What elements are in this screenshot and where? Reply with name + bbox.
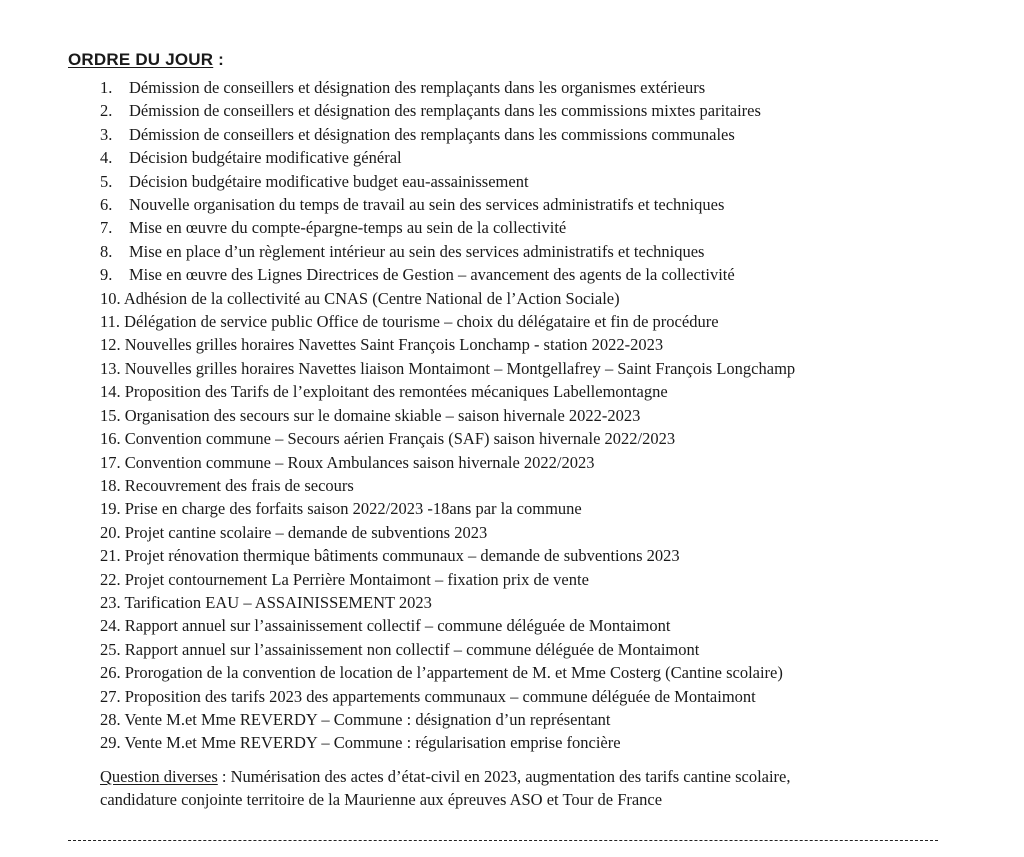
agenda-item-text: Démission de conseillers et désignation des remplaçants dans les commissions mixtes paritaires bbox=[129, 101, 761, 121]
agenda-item-number: 12. bbox=[100, 335, 121, 355]
agenda-item-text: Adhésion de la collectivité au CNAS (Centre National de l’Action Sociale) bbox=[123, 288, 620, 308]
questions-diverses bbox=[100, 765, 791, 812]
agenda-item-number: 10. bbox=[100, 288, 121, 308]
agenda-item bbox=[100, 310, 795, 333]
agenda-item bbox=[100, 685, 795, 708]
agenda-item bbox=[100, 170, 795, 193]
dashed-separator bbox=[68, 840, 938, 841]
agenda-item-number: 26. bbox=[100, 663, 121, 683]
questions-line-2: candidature conjointe territoire de la Maurienne aux épreuves ASO et Tour de France bbox=[100, 790, 663, 810]
questions-line-1 bbox=[100, 765, 791, 788]
agenda-item-text: Convention commune – Secours aérien Français (SAF) saison hivernale 2022/2023 bbox=[124, 429, 676, 449]
agenda-list bbox=[100, 76, 795, 755]
agenda-item-number: 3. bbox=[100, 124, 113, 144]
agenda-item bbox=[100, 591, 795, 614]
agenda-item-number: 9. bbox=[100, 265, 113, 285]
agenda-item-text: Nouvelle organisation du temps de travail au sein des services administratifs et techniques bbox=[129, 195, 725, 215]
agenda-item-text: Démission de conseillers et désignation des remplaçants dans les organismes extérieurs bbox=[129, 78, 706, 97]
agenda-item bbox=[100, 497, 795, 520]
agenda-item bbox=[100, 427, 795, 450]
agenda-item bbox=[100, 357, 795, 380]
agenda-item-number: 1. bbox=[100, 78, 113, 97]
agenda-item-text: Convention commune – Roux Ambulances saison hivernale 2022/2023 bbox=[124, 452, 595, 472]
agenda-item-number: 11. bbox=[100, 312, 121, 332]
agenda-heading-title: ORDRE DU JOUR bbox=[68, 50, 214, 69]
agenda-item-text: Tarification EAU – ASSAINISSEMENT 2023 bbox=[124, 592, 432, 612]
agenda-item bbox=[100, 380, 795, 403]
agenda-item-text: Rapport annuel sur l’assainissement non collectif – commune déléguée de Montaimont bbox=[124, 639, 700, 659]
agenda-item bbox=[100, 521, 795, 544]
agenda-item bbox=[100, 544, 795, 567]
agenda-item-text: Recouvrement des frais de secours bbox=[124, 475, 354, 495]
agenda-item-text: Prise en charge des forfaits saison 2022/2023 -18ans par la commune bbox=[124, 499, 582, 519]
agenda-item bbox=[100, 287, 795, 310]
agenda-item-number: 16. bbox=[100, 429, 121, 449]
agenda-item-text: Mise en place d’un règlement intérieur au sein des services administratifs et techniques bbox=[129, 241, 705, 261]
agenda-item-number: 13. bbox=[100, 358, 121, 378]
agenda-item bbox=[100, 123, 795, 146]
agenda-item-number: 21. bbox=[100, 546, 121, 566]
agenda-item-text: Nouvelles grilles horaires Navettes Saint François Lonchamp - station 2022-2023 bbox=[124, 335, 664, 355]
agenda-item-number: 15. bbox=[100, 405, 121, 425]
agenda-item-number: 7. bbox=[100, 218, 113, 238]
agenda-heading-colon: : bbox=[213, 50, 225, 69]
agenda-item-number: 17. bbox=[100, 452, 121, 472]
agenda-item-number: 5. bbox=[100, 171, 113, 191]
agenda-item-text: Vente M.et Mme REVERDY – Commune : désignation d’un représentant bbox=[124, 709, 611, 729]
agenda-item bbox=[100, 708, 795, 731]
agenda-item-number: 14. bbox=[100, 382, 121, 402]
agenda-item bbox=[100, 146, 795, 169]
agenda-item-number: 24. bbox=[100, 616, 121, 636]
agenda-item-number: 6. bbox=[100, 195, 113, 215]
agenda-item-text: Projet contournement La Perrière Montaimont – fixation prix de vente bbox=[124, 569, 589, 589]
agenda-item bbox=[100, 263, 795, 286]
agenda-item-text: Proposition des Tarifs de l’exploitant des remontées mécaniques Labellemontagne bbox=[124, 382, 668, 402]
agenda-item bbox=[100, 474, 795, 497]
agenda-item-number: 2. bbox=[100, 101, 113, 121]
agenda-item-text: Démission de conseillers et désignation des remplaçants dans les commissions communales bbox=[129, 124, 735, 144]
agenda-item-text: Rapport annuel sur l’assainissement collectif – commune déléguée de Montaimont bbox=[124, 616, 671, 636]
agenda-item-text: Décision budgétaire modificative général bbox=[129, 148, 402, 168]
agenda-item bbox=[100, 216, 795, 239]
agenda-item bbox=[100, 614, 795, 637]
questions-text-1: : Numérisation des actes d’état-civil en 2023, augmentation des tarifs cantine scolaire, bbox=[217, 767, 791, 786]
agenda-item-number: 25. bbox=[100, 639, 121, 659]
agenda-item-number: 8. bbox=[100, 241, 113, 261]
agenda-item bbox=[100, 240, 795, 263]
agenda-item-number: 23. bbox=[100, 592, 121, 612]
agenda-item bbox=[100, 731, 795, 754]
questions-label: Question diverses bbox=[100, 767, 218, 786]
agenda-item bbox=[100, 451, 795, 474]
agenda-item-number: 18. bbox=[100, 475, 121, 495]
agenda-item bbox=[100, 638, 795, 661]
agenda-item bbox=[100, 404, 795, 427]
agenda-item-number: 4. bbox=[100, 148, 113, 168]
agenda-item-number: 28. bbox=[100, 709, 121, 729]
agenda-item-number: 19. bbox=[100, 499, 121, 519]
agenda-item bbox=[100, 193, 795, 216]
agenda-item-text: Projet rénovation thermique bâtiments communaux – demande de subventions 2023 bbox=[124, 546, 680, 566]
agenda-item-text: Délégation de service public Office de tourisme – choix du délégataire et fin de procédure bbox=[124, 312, 719, 332]
agenda-item-text: Prorogation de la convention de location de l’appartement de M. et Mme Costerg (Cantine scolaire) bbox=[124, 663, 783, 683]
agenda-item bbox=[100, 99, 795, 122]
agenda-item-text: Projet cantine scolaire – demande de subventions 2023 bbox=[124, 522, 488, 542]
agenda-item bbox=[100, 661, 795, 684]
agenda-item-text: Vente M.et Mme REVERDY – Commune : régularisation emprise foncière bbox=[124, 733, 621, 753]
agenda-item-number: 27. bbox=[100, 686, 121, 706]
agenda-item-text: Décision budgétaire modificative budget eau-assainissement bbox=[129, 171, 529, 191]
agenda-item-text: Nouvelles grilles horaires Navettes liaison Montaimont – Montgellafrey – Saint François Longchamp bbox=[124, 358, 796, 378]
agenda-item-number: 29. bbox=[100, 733, 121, 753]
agenda-item bbox=[100, 333, 795, 356]
agenda-item-text: Mise en œuvre des Lignes Directrices de Gestion – avancement des agents de la collectivité bbox=[129, 265, 735, 285]
agenda-item-number: 22. bbox=[100, 569, 121, 589]
agenda-item-number: 20. bbox=[100, 522, 121, 542]
agenda-heading bbox=[68, 50, 224, 70]
agenda-item-text: Proposition des tarifs 2023 des appartements communaux – commune déléguée de Montaimont bbox=[124, 686, 756, 706]
agenda-item bbox=[100, 568, 795, 591]
agenda-item-text: Mise en œuvre du compte-épargne-temps au sein de la collectivité bbox=[129, 218, 567, 238]
agenda-item bbox=[100, 76, 795, 99]
agenda-item-text: Organisation des secours sur le domaine skiable – saison hivernale 2022-2023 bbox=[124, 405, 641, 425]
